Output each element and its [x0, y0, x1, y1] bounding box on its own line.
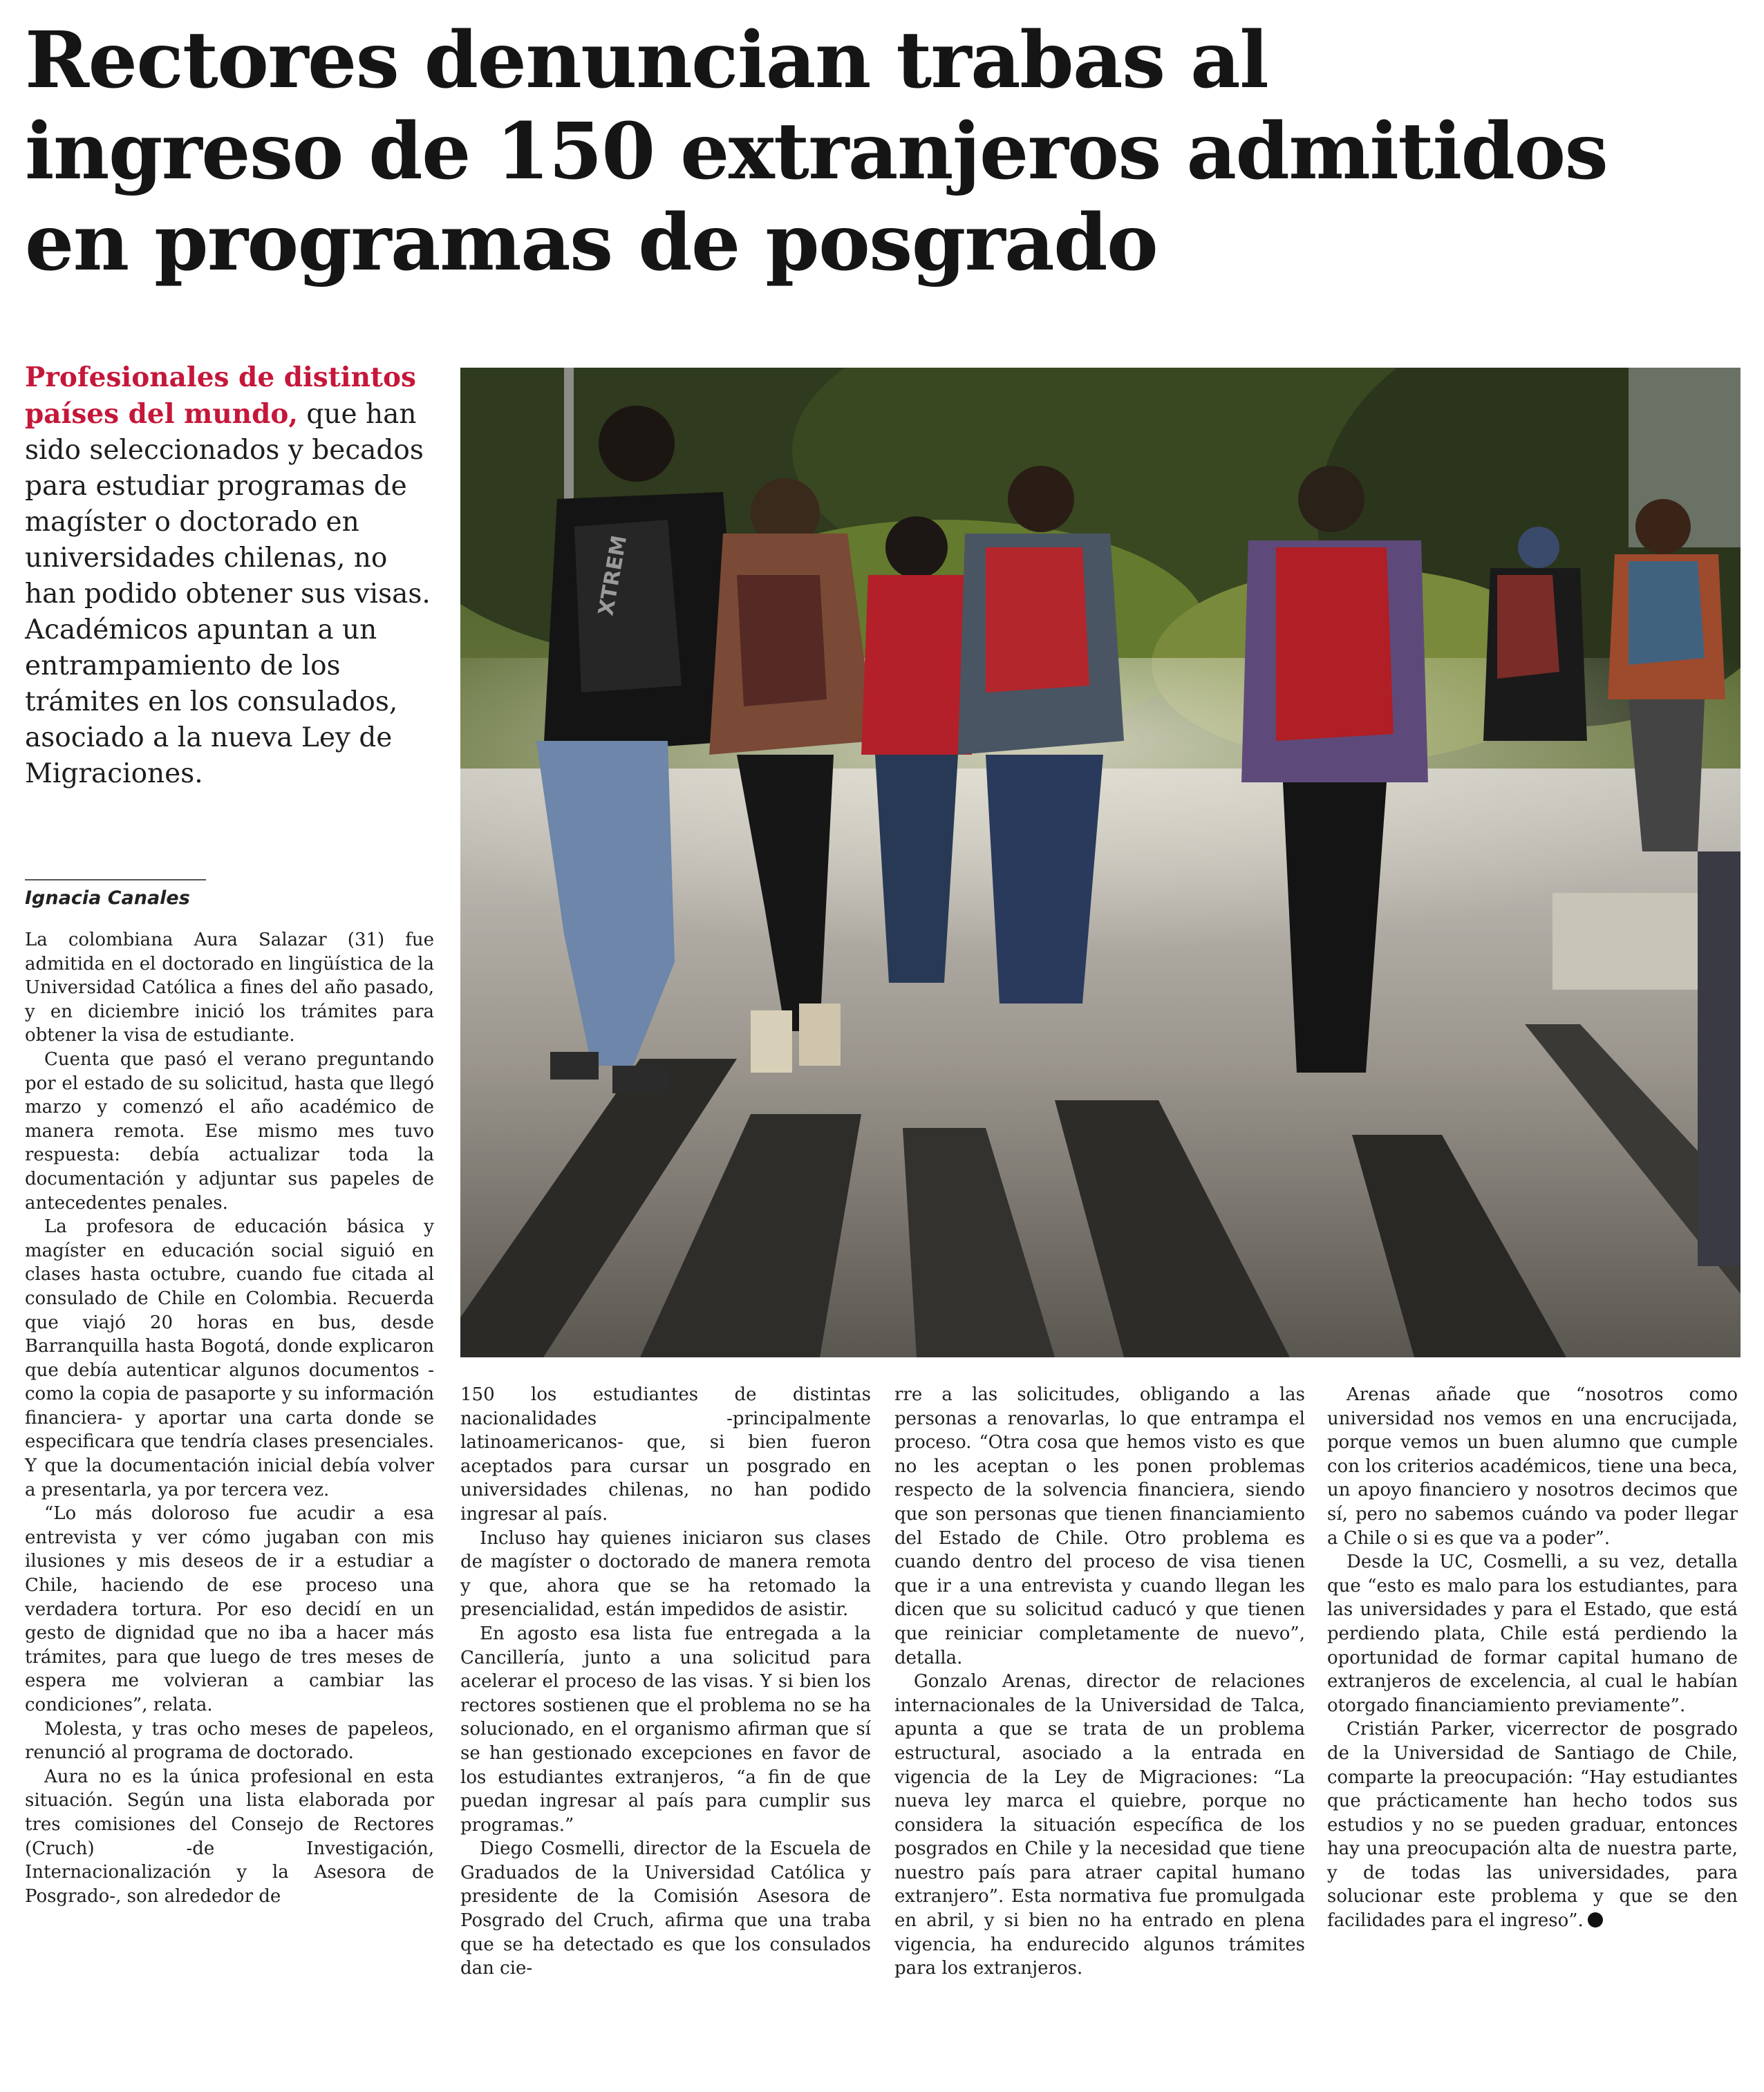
paragraph: Arenas añade que “nosotros como universidad nos vemos en una encrucijada, porque vemos un buen alumno que cumple con los criterios académicos, tiene una beca, un apoyo financiero y nosotros decimos que sí, pero no sabemos cuándo va poder llegar a Chile o si es que va a poder”.	[1327, 1384, 1738, 1549]
paragraph: Diego Cosmelli, director de la Escuela de Graduados de la Universidad Católica y presidente de la Comisión Asesora de Posgrado del Cruch, afirma que una traba que se ha detectado es que los consulados dan cie-	[460, 1838, 871, 1979]
lead-text: que han sido seleccionados y becados para estudiar programas de magíster o doctorado en universidades chilenas, no han podido obtener sus visas. Académicos apuntan a un entrampamiento de los trámites en los consulados, asociado a la nueva Ley de Migraciones.	[25, 399, 431, 789]
paragraph: Gonzalo Arenas, director de relaciones internacionales de la Universidad de Talca, apunta a que se trata de un problema estructural, asociado a la entrada en vigencia de la Ley de Migraciones: “La nueva ley marca el quiebre, porque no considera la situación específica de los posgrados en Chile y la necesidad que tiene nuestro país para atraer capital humano extranjero”. Esta normativa fue promulgada en abril, y si bien no ha entrado en plena vigencia, ha endurecido algunos trámites para los extranjeros.	[894, 1671, 1305, 1979]
paragraph: “Lo más doloroso fue acudir a esa entrevista y ver cómo jugaban con mis ilusiones y mis deseos de ir a estudiar a Chile, haciendo de ese proceso una verdadera tortura. Por eso decidí en un gesto de dignidad que no iba a hacer más trámites, para que luego de tres meses de espera me volvieran a cambiar las condiciones”, relata.	[25, 1503, 434, 1715]
last-paragraph-text: Cristián Parker, vicerrector de posgrado de la Universidad de Santiago de Chile, comparte la preocupación: “Hay estudiantes que prácticamente han hecho todos sus estudios y no se pueden graduar, entonces hay una preocupación alta de nuestra parte, y de todas las universidades, para solucionar este problema y que se den facilidades para el ingreso”.	[1327, 1719, 1738, 1932]
paragraph	[1327, 1717, 1738, 1932]
paragraph: En agosto esa lista fue entregada a la Cancillería, junto a una solicitud para acelerar el proceso de las visas. Y si bien los rectores sostienen que el problema no se ha solucionado, en el organismo afirman que sí se han gestionado excepciones en favor de los estudiantes extranjeros, “a fin de que puedan ingresar al país para cumplir sus programas.”	[460, 1623, 871, 1836]
article-column-2	[460, 1383, 871, 1981]
paragraph: La profesora de educación básica y magíster en educación social siguió en clases hasta octubre, cuando fue citada al consulado de Chile en Colombia. Recuerda que viajó 20 horas en bus, desde Barranquilla hasta Bogotá, donde explicaron que debía autenticar algunos documentos -como la copia de pasaporte y su información financiera- y aportar una carta donde se especificara que tendría clases presenciales. Y que la documentación inicial debía volver a presentarla, ya por tercera vez.	[25, 1216, 434, 1500]
lead-highlight: Profesionales de distintos países del mundo,	[25, 361, 416, 430]
headline-line: en programas de posgrado	[25, 198, 1158, 288]
byline: Ignacia Canales	[25, 887, 190, 909]
end-mark-icon	[1588, 1912, 1603, 1928]
paragraph: Cuenta que pasó el verano preguntando por el estado de su solicitud, hasta que llegó marzo y comenzó el año académico de manera remota. Ese mismo mes tuvo respuesta: debía actualizar toda la documentación y adjuntar sus papeles de antecedentes penales.	[25, 1048, 434, 1214]
headline-line: ingreso de 150 extranjeros admitidos	[25, 106, 1608, 197]
paragraph: 150 los estudiantes de distintas nacionalidades -principalmente latinoamericanos- que, si bien fueron aceptados para cursar un posgrado en universidades chilenas, no han podido ingresar al país.	[460, 1384, 871, 1525]
students-walking-photo	[460, 368, 1740, 1357]
paragraph: Molesta, y tras ocho meses de papeleos, renunció al programa de doctorado.	[25, 1718, 434, 1764]
headline-line: Rectores denuncian trabas al	[25, 15, 1268, 106]
paragraph: Incluso hay quienes iniciaron sus clases de magíster o doctorado de manera remota y que, ahora que se ha retomado la presencialidad, están impedidos de asistir.	[460, 1527, 871, 1621]
paragraph: La colombiana Aura Salazar (31) fue admitida en el doctorado en lingüística de la Universidad Católica a fines del año pasado, y en diciembre inició los trámites para obtener la visa de estudiante.	[25, 930, 434, 1046]
lead-paragraph	[25, 359, 440, 792]
article-column-1	[25, 928, 434, 1908]
headline	[25, 15, 1725, 289]
article-column-3	[894, 1383, 1305, 1981]
byline-rule	[25, 879, 206, 880]
article-column-4	[1327, 1383, 1738, 1933]
paragraph: Aura no es la única profesional en esta situación. Según una lista elaborada por tres comisiones del Consejo de Rectores (Cruch) -de Investigación, Internacionalización y la Asesora de Posgrado-, son alrededor de	[25, 1766, 434, 1907]
backpack-print: XTREM	[594, 534, 632, 618]
paragraph: Desde la UC, Cosmelli, a su vez, detalla que “esto es malo para los estudiantes, para las universidades y para el Estado, que está perdiendo plata, Chile está perdiendo la oportunidad de formar capital humano de extranjeros de excelencia, al cual le habían otorgado financiamiento previamente”.	[1327, 1552, 1738, 1716]
paragraph: rre a las solicitudes, obligando a las personas a renovarlas, lo que entrampa el proceso. “Otra cosa que hemos visto es que no les aceptan o les ponen problemas respecto de la solvencia financiera, siendo que son personas que tienen financiamiento del Estado de Chile. Otro problema es cuando dentro del proceso de visa tienen que ir a una entrevista y cuando llegan les dicen que su solicitud caducó y que tienen que reiniciar completamente de nuevo”, detalla.	[894, 1384, 1305, 1668]
